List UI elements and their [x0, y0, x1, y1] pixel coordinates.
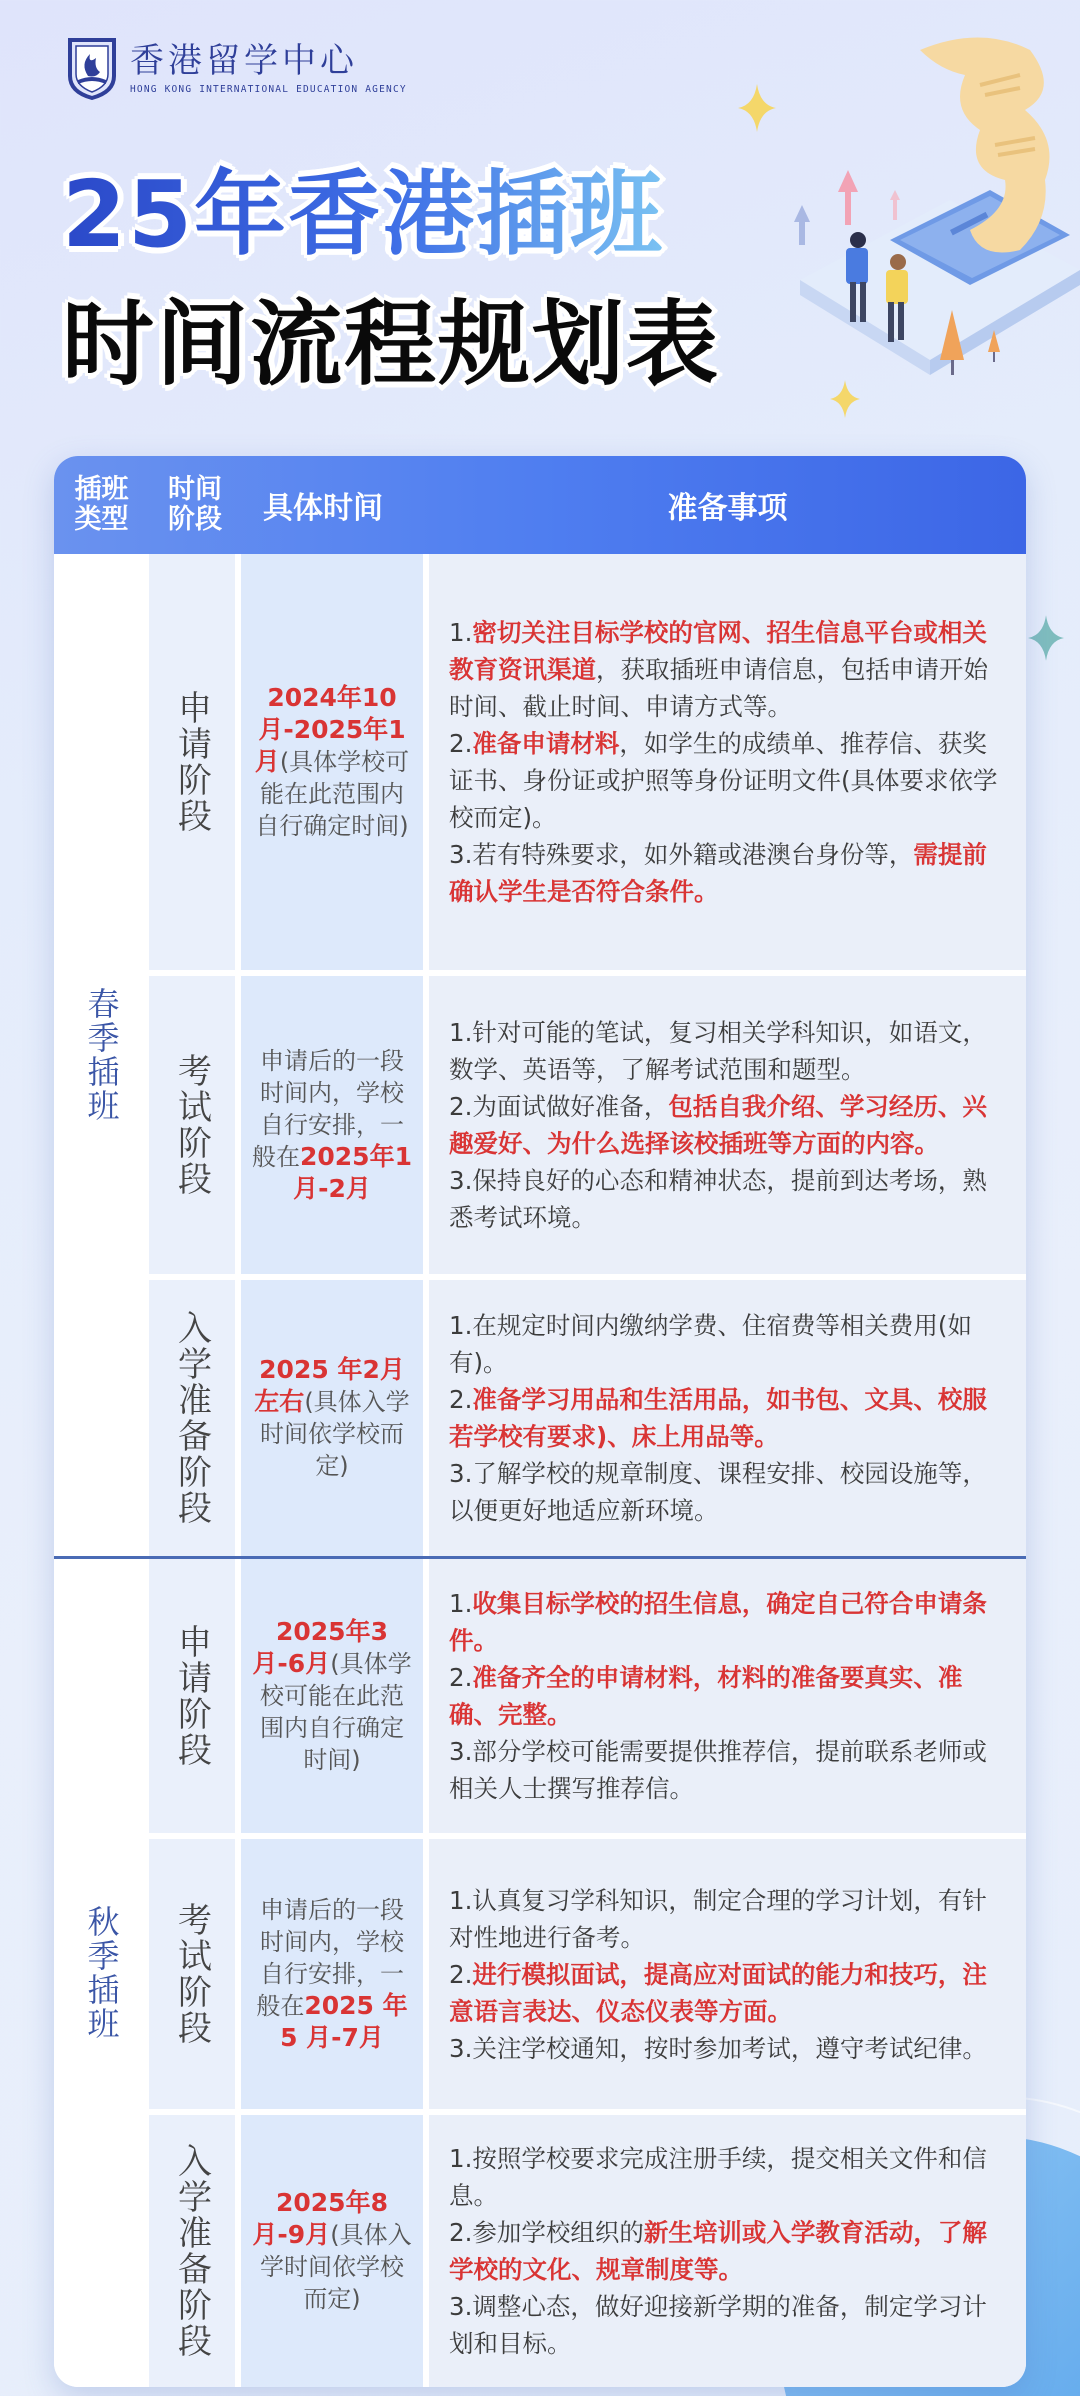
table-row — [149, 2109, 1026, 2387]
header-phase — [149, 475, 241, 535]
header-type — [54, 475, 149, 535]
page-title-line2: 时间流程规划表 — [62, 291, 721, 398]
prep-item: 1.认真复习学科知识，制定合理的学习计划，有针对性地进行备考。 — [449, 1885, 987, 1952]
prep-item: 2.进行模拟面试，提高应对面试的能力和技巧，注意语言表达、仪态仪表等方面。 — [449, 1959, 987, 2026]
prep-cell — [429, 1280, 1026, 1556]
prep-cell — [429, 976, 1026, 1274]
season-label-text: 秋季插班 — [82, 1905, 121, 2041]
time-highlight: 2025年8月-9月 — [252, 2188, 388, 2249]
prep-item: 3.调整心态，做好迎接新学期的准备，制定学习计划和目标。 — [449, 2292, 987, 2358]
time-note: (具体学校可能在此范围内自行确定时间) — [260, 1650, 412, 1774]
time-highlight: 2024年10月-2025年1月 — [254, 683, 406, 776]
sparkle-star-icon — [1028, 615, 1064, 665]
table-row — [149, 1559, 1026, 1833]
table-row — [149, 970, 1026, 1274]
prep-item: 1.按照学校要求完成注册手续，提交相关文件和信息。 — [449, 2144, 987, 2210]
prep-item: 3.若有特殊要求，如外籍或港澳台身份等，需提前确认学生是否符合条件。 — [449, 840, 987, 906]
phase-text: 申请阶段 — [171, 690, 212, 834]
shield-book-flame-icon — [66, 36, 118, 100]
time-note: (具体入学时间依学校而定) — [260, 1388, 410, 1480]
phase-text: 申请阶段 — [171, 1624, 212, 1768]
prep-cell — [429, 1839, 1026, 2109]
time-cell — [241, 1559, 429, 1833]
phase-text: 考试阶段 — [171, 1053, 212, 1197]
phase-text: 考试阶段 — [171, 1902, 212, 2046]
header-prep: 准备事项 — [667, 491, 788, 526]
time-note: (具体入学时间依学校而定) — [260, 2221, 412, 2313]
phase-cell — [149, 554, 241, 970]
prep-item: 3.保持良好的心态和精神状态，提前到达考场，熟悉考试环境。 — [449, 1166, 987, 1232]
prep-item: 2.为面试做好准备，包括自我介绍、学习经历、兴趣爱好、为什么选择该校插班等方面的内容。 — [449, 1092, 987, 1158]
page-title-line1: 25年香港插班 — [62, 161, 665, 268]
table-row — [149, 554, 1026, 970]
prep-item: 1.在规定时间内缴纳学费、住宿费等相关费用(如有)。 — [449, 1311, 972, 1377]
time-cell — [241, 1280, 429, 1556]
table-row — [149, 1833, 1026, 2109]
prep-item: 2.准备学习用品和生活用品，如书包、文具、校服若学校有要求)、床上用品等。 — [449, 1385, 987, 1451]
phase-cell — [149, 2115, 241, 2387]
time-highlight: 2025 年2月左右 — [254, 1355, 405, 1416]
prep-item: 3.关注学校通知，按时参加考试，遵守考试纪律。 — [449, 2033, 987, 2063]
table-header — [54, 456, 1026, 554]
phase-cell — [149, 1559, 241, 1833]
time-highlight: 2025年3月-6月 — [252, 1617, 388, 1678]
isometric-people-scroll-illustration — [780, 30, 1080, 410]
time-note: (具体学校可能在此范围内自行确定时间) — [255, 748, 410, 840]
phase-cell — [149, 1839, 241, 2109]
time-cell — [241, 2115, 429, 2387]
season-label — [54, 1559, 149, 2387]
sparkle-star-icon — [830, 380, 860, 422]
header-phase-line2: 阶段 — [168, 504, 222, 535]
header-time: 具体时间 — [263, 491, 383, 526]
prep-cell — [429, 2115, 1026, 2387]
time-note: 申请后的一段时间内，学校自行安排，一般在 — [256, 1896, 404, 2020]
prep-item: 2.参加学校组织的新生培训或入学教育活动，了解学校的文化、规章制度等。 — [449, 2218, 987, 2284]
sparkle-star-icon — [738, 84, 776, 136]
time-highlight: 2025年1月-2月 — [293, 1142, 412, 1203]
prep-item: 1.密切关注目标学校的官网、招生信息平台或相关教育资讯渠道，获取插班申请信息，包括申请开始时间、截止时间、申请方式等。 — [449, 618, 988, 721]
time-highlight: 2025 年 5 月-7月 — [280, 1991, 408, 2052]
timeline-table — [54, 456, 1026, 2387]
prep-cell — [429, 1559, 1026, 1833]
prep-item: 3.了解学校的规章制度、课程安排、校园设施等，以便更好地适应新环境。 — [449, 1459, 987, 1525]
time-cell — [241, 976, 429, 1274]
prep-item: 3.部分学校可能需要提供推荐信，提前联系老师或相关人士撰写推荐信。 — [449, 1737, 987, 1803]
brand-name-en: HONG KONG INTERNATIONAL EDUCATION AGENCY — [130, 83, 407, 95]
brand-name-cn: 香港留学中心 — [130, 40, 358, 81]
table-row — [149, 1274, 1026, 1556]
season-autumn — [54, 1556, 1026, 2387]
brand-logo — [66, 36, 407, 100]
prep-item: 2.准备申请材料，如学生的成绩单、推荐信、获奖证书、身份证或护照等身份证明文件(具体要求依学校而定)。 — [449, 729, 998, 832]
prep-item: 1.针对可能的笔试，复习相关学科知识，如语文，数学、英语等，了解考试范围和题型。 — [449, 1018, 987, 1084]
phase-text: 入学准备阶段 — [171, 1310, 212, 1526]
time-cell — [241, 1839, 429, 2109]
phase-cell — [149, 976, 241, 1274]
header-type-line2: 类型 — [74, 504, 129, 535]
season-label — [54, 554, 149, 1556]
time-cell — [241, 554, 429, 970]
time-note: 申请后的一段时间内，学校自行安排，一般在 — [252, 1047, 404, 1171]
season-label-text: 春季插班 — [82, 987, 121, 1123]
prep-cell — [429, 554, 1026, 970]
phase-text: 入学准备阶段 — [171, 2143, 212, 2359]
season-spring — [54, 554, 1026, 1556]
header-type-line1: 插班 — [74, 474, 129, 505]
phase-cell — [149, 1280, 241, 1556]
prep-item: 1.收集目标学校的招生信息，确定自己符合申请条件。 — [449, 1589, 987, 1655]
prep-item: 2.准备齐全的申请材料，材料的准备要真实、准确、完整。 — [449, 1663, 963, 1729]
header-phase-line1: 时间 — [168, 474, 222, 505]
